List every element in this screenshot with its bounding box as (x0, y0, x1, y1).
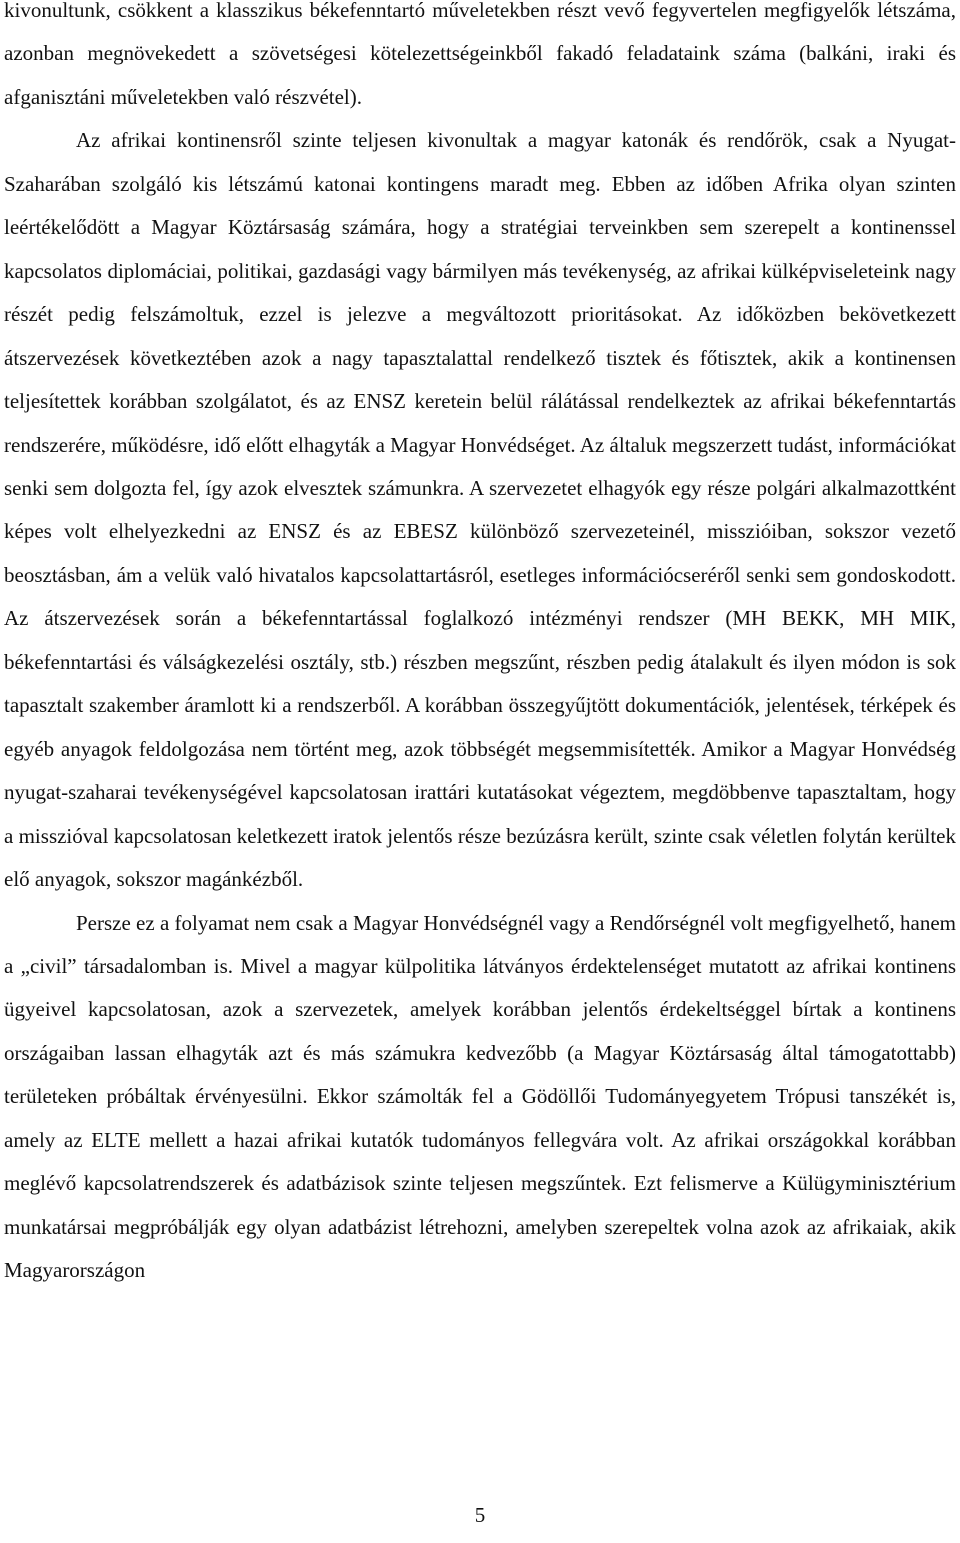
paragraph-africa-withdrawal: Az afrikai kontinensről szinte teljesen kivonultak a magyar katonák és rendőrök, csak a Nyugat-Szaharában szolgáló kis létszámú katonai kontingens maradt meg. Ebben az időben Afrika olyan szinten leértékelődött a Magyar Köztársaság számára, hogy a stratégiai terveinkben sem szerepelt a kontinenssel kapcsolatos diplomáciai, politikai, gazdasági vagy bármilyen más tevékenység, az afrikai külképviseleteink nagy részét pedig felszámoltuk, ezzel is jelezve a megváltozott prioritásokat. Az időközben bekövetkezett átszervezések következtében azok a nagy tapasztalattal rendelkező tisztek és főtisztek, akik a kontinensen teljesítettek korábban szolgálatot, és az ENSZ keretein belül rálátással rendelkeztek az afrikai békefenntartás rendszerére, működésre, idő előtt elhagyták a Magyar Honvédséget. Az általuk megszerzett tudást, információkat senki sem dolgozta fel, így azok elvesztek számunkra. A szervezetet elhagyók egy része polgári alkalmazottként képes volt elhelyezkedni az ENSZ és az EBESZ különböző szervezeteinél, misszióiban, sokszor vezető beosztásban, ám a velük való hivatalos kapcsolattartásról, esetleges információcseréről senki sem gondoskodott. Az átszervezések során a békefenntartással foglalkozó intézményi rendszer (MH BEKK, MH MIK, békefenntartási és válságkezelési osztály, stb.) részben megszűnt, részben pedig átalakult és ilyen módon is sok tapasztalt szakember áramlott ki a rendszerből. A korábban összegyűjtött dokumentációk, jelentések, térképek és egyéb anyagok feldolgozása nem történt meg, azok többségét megsemmisítették. Amikor a Magyar Honvédség nyugat-szaharai tevékenységével kapcsolatosan irattári kutatásokat végeztem, megdöbbenve tapasztaltam, hogy a misszióval kapcsolatosan keletkezett iratok jelentős része bezúzásra került, szinte csak véletlen folytán kerültek elő anyagok, sokszor magánkézből. (4, 128, 956, 892)
page-number: 5 (474, 1503, 486, 1527)
body-text (4, 0, 956, 1293)
paragraph-civil-society: Persze ez a folyamat nem csak a Magyar Honvédségnél vagy a Rendőrségnél volt megfigyelhető, hanem a „civil” társadalomban is. Mivel a magyar külpolitika látványos érdektelenséget mutatott az afrikai kontinens ügyeivel kapcsolatosan, azok a szervezetek, amelyek korábban jelentős érdekeltséggel bírtak a kontinens országaiban lassan elhagyták azt és más számukra kedvezőbb (a Magyar Köztársaság által támogatottabb) területeken próbáltak érvényesülni. Ekkor számolták fel a Gödöllői Tudományegyetem Trópusi tanszékét is, amely az ELTE mellett a hazai afrikai kutatók tudományos fellegvára volt. Az afrikai országokkal korábban meglévő kapcsolatrendszerek és adatbázisok szinte teljesen megszűntek. Ezt felismerve a Külügyminisztérium munkatársai megpróbálják egy olyan adatbázist létrehozni, amelyben szerepeltek volna azok az afrikaiak, akik Magyarországon (4, 910, 956, 1283)
paragraph-continuation: kivonultunk, csökkent a klasszikus békefenntartó műveletekben részt vevő fegyvertelen megfigyelők létszáma, azonban megnövekedett a szövetségesi kötelezettségeinkből fakadó feladataink száma (balkáni, iraki és afganisztáni műveletekben való részvétel). (4, 0, 956, 109)
